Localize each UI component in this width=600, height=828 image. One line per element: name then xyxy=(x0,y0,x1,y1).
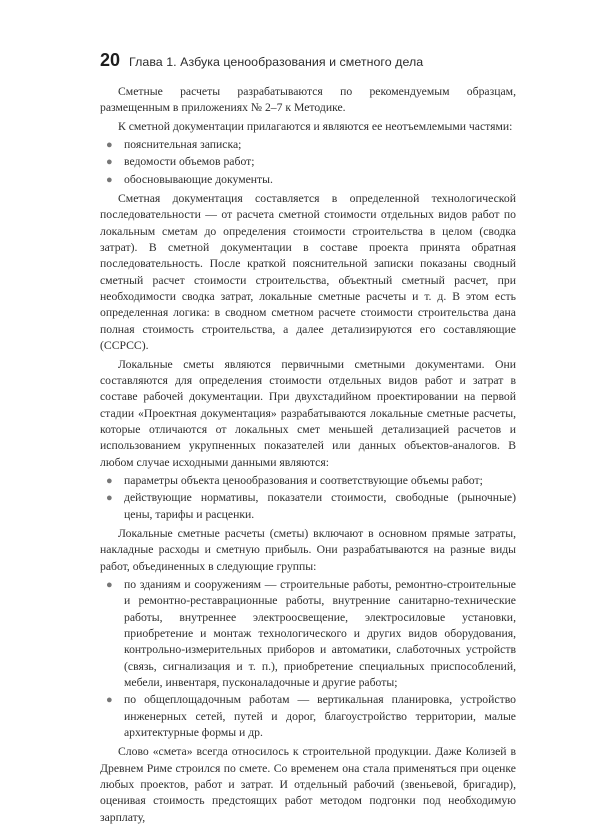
list-item xyxy=(100,692,516,741)
bullet-icon: ● xyxy=(106,156,113,169)
running-header xyxy=(100,50,520,78)
list-item xyxy=(100,473,516,489)
list-item-text: действующие нормативы, показатели стоимости, свободные (рыночные) цены, тарифы и расценки. xyxy=(124,491,516,521)
list-item xyxy=(100,577,516,691)
list-item xyxy=(100,154,516,170)
paragraph-sequence: Сметная документация составляется в определенной технологической последовательности — от расчета сметной стоимости отдельных видов работ по локальным сметам до определения стоимости строительства в целом (сводка затрат). В сметной документации в составе проекта принята обратная последовательность. После краткой пояснительной записки показаны сводный сметный расчет стоимости строительства, объектный сметный расчет, при необходимости сводка затрат, локальные сметные расчеты и т. д. В этом есть определенная логика: в сводном сметном расчете стоимости строительства дана полная стоимость строительства, а далее детализируются его составляющие (ССРСС). xyxy=(100,192,516,353)
paragraph-history: Слово «смета» всегда относилось к строительной продукции. Даже Колизей в Древнем Риме строился по смете. Со временем она стала применяться при оценке любых проектов, работ и затрат. И отдельный рабочий (звеньевой, бригадир), оценивая стоимость предстоящих работ методом подгонки под необходимую зарплату, xyxy=(100,745,516,824)
list-item xyxy=(100,172,516,188)
list-item-text: пояснительная записка; xyxy=(124,138,242,152)
page-number: 20 xyxy=(100,50,121,70)
list-item-text: обосновывающие документы. xyxy=(124,172,273,186)
bullet-icon: ● xyxy=(106,492,113,505)
bullet-icon: ● xyxy=(106,474,113,487)
bullet-icon: ● xyxy=(106,173,113,186)
chapter-title: Глава 1. Азбука ценообразования и сметного дела xyxy=(129,55,424,69)
paragraph-templates: Сметные расчеты разрабатываются по рекомендуемым образцам, размещенным в приложениях № 2–7 к Методике. xyxy=(100,85,516,115)
attachments-list xyxy=(100,137,516,188)
paragraph-estimate-content: Локальные сметные расчеты (сметы) включают в основном прямые затраты, накладные расходы и сметную прибыль. Они разрабатываются на разные виды работ, объединенных в следующие группы: xyxy=(100,526,516,573)
work-groups-list xyxy=(100,577,516,741)
bullet-icon: ● xyxy=(106,139,113,152)
page-body xyxy=(100,84,516,828)
paragraph-attachments-intro: К сметной документации прилагаются и являются ее неотъемлемыми частями: xyxy=(118,119,513,133)
bullet-icon: ● xyxy=(106,694,113,707)
list-item-text: параметры объекта ценообразования и соответствующие объемы работ; xyxy=(124,473,483,487)
list-item-text: по общеплощадочным работам — вертикальная планировка, устройство инженерных сетей, путей и дорог, благоустройство территории, малые архитектурные формы и др. xyxy=(124,693,516,740)
list-item xyxy=(100,137,516,153)
list-item xyxy=(100,490,516,523)
source-data-list xyxy=(100,473,516,523)
list-item-text: ведомости объемов работ; xyxy=(124,155,255,169)
bullet-icon: ● xyxy=(106,578,113,591)
paragraph-local-estimates: Локальные сметы являются первичными сметными документами. Они составляются для определения стоимости отдельных видов работ и затрат в составе рабочей документации. При двухстадийном проектировании на первой стадии «Проектная документация» разрабатываются локальные сметные расчеты, которые отличаются от локальных смет меньшей детализацией расчетов и использованием укрупненных показателей или данных объектов-аналогов. В любом случае исходными данными являются: xyxy=(100,357,516,469)
list-item-text: по зданиям и сооружениям — строительные работы, ремонтно-строительные и ремонтно-реставрационные работы, внутренние санитарно-технические работы, внутреннее электроосвещение, электросиловые установки, приобретение и монтаж технологического и других видов оборудования, контрольно-измерительных приборов и автоматики, слаботочных устройств (связь, сигнализация и т. п.), приобретение специальных приспособлений, мебели, инвентаря, пусконаладочные и другие работы; xyxy=(124,577,516,690)
